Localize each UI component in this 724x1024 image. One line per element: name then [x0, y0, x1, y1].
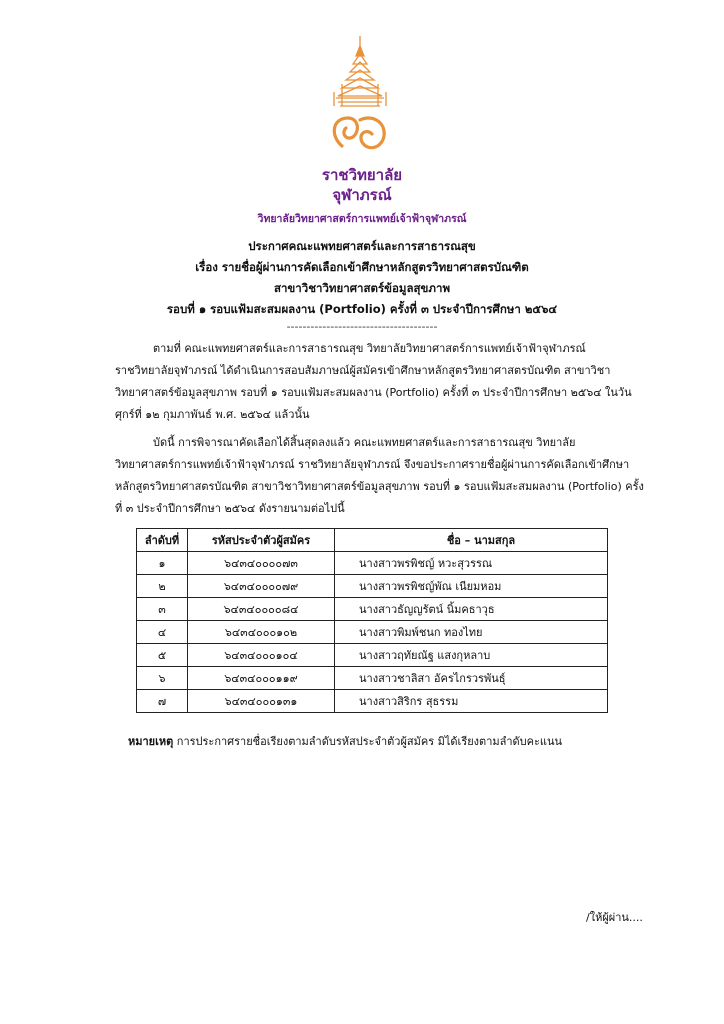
cell-full-name: นางสาวพรพิชญ์ หวะสุวรรณ [335, 552, 608, 575]
applicant-table [136, 528, 608, 713]
table-row [137, 575, 608, 598]
cell-order: ๔ [137, 621, 188, 644]
cell-applicant-id: ๖๔๓๔๐๐๐๑๓๑ [188, 690, 335, 713]
paragraph-line: หลักสูตรวิทยาศาสตรบัณฑิต สาขาวิชาวิทยาศาสตร์ข้อมูลสุขภาพ รอบที่ ๑ รอบแฟ้มสะสมผลงาน (Portfolio) ครั้ง [115, 480, 644, 493]
header-applicant-id: รหัสประจำตัวผู้สมัคร [188, 529, 335, 552]
announcement-round: รอบที่ ๑ รอบแฟ้มสะสมผลงาน (Portfolio) ครั้งที่ ๓ ประจำปีการศึกษา ๒๕๖๔ [166, 302, 558, 316]
paragraph-line: ราชวิทยาลัยจุฬาภรณ์ ได้ดำเนินการสอบสัมภาษณ์ผู้สมัครเข้าศึกษาหลักสูตรวิทยาศาสตรบัณฑิต สาขาวิชา [115, 364, 611, 377]
cell-full-name: นางสาวชาลิสา อัครไกรวรพันธุ์ [335, 667, 608, 690]
cell-applicant-id: ๖๔๓๔๐๐๐๑๑๙ [188, 667, 335, 690]
header-full-name: ชื่อ – นามสกุล [335, 529, 608, 552]
paragraph-announcement [115, 432, 644, 520]
paragraph-line: ที่ ๓ ประจำปีการศึกษา ๒๕๖๔ ดังรายนามต่อไปนี้ [115, 502, 345, 515]
cell-order: ๑ [137, 552, 188, 575]
announcement-subject: เรื่อง รายชื่อผู้ผ่านการคัดเลือกเข้าศึกษาหลักสูตรวิทยาศาสตรบัณฑิต [195, 260, 529, 274]
cell-applicant-id: ๖๔๓๔๐๐๐๐๘๔ [188, 598, 335, 621]
page-continuation: /ให้ผู้ผ่าน.... [586, 911, 643, 924]
paragraph-background [115, 338, 632, 426]
divider: -------------------------------------- [286, 320, 438, 333]
cell-order: ๕ [137, 644, 188, 667]
announcement-program: สาขาวิชาวิทยาศาสตร์ข้อมูลสุขภาพ [273, 281, 451, 295]
cell-order: ๖ [137, 667, 188, 690]
cell-full-name: นางสาวธัญญรัตน์ นิ้มคธาวุธ [335, 598, 608, 621]
remark [128, 732, 562, 750]
paragraph-line: วิทยาศาสตร์การแพทย์เจ้าฟ้าจุฬาภรณ์ ราชวิทยาลัยจุฬาภรณ์ จึงขอประกาศรายชื่อผู้ผ่านการคัดเลือกเข้าศึกษา [115, 458, 630, 471]
paragraph-line: ตามที่ คณะแพทยศาสตร์และการสาธารณสุข วิทยาลัยวิทยาศาสตร์การแพทย์เจ้าฟ้าจุฬาภรณ์ [153, 342, 586, 355]
cell-order: ๓ [137, 598, 188, 621]
cell-full-name: นางสาวสิริกร สุธรรม [335, 690, 608, 713]
cell-applicant-id: ๖๔๓๔๐๐๐๑๐๒ [188, 621, 335, 644]
cell-applicant-id: ๖๔๓๔๐๐๐๑๐๔ [188, 644, 335, 667]
college-name-line2: จุฬาภรณ์ [332, 186, 392, 204]
college-logo-icon [320, 34, 400, 162]
table-row [137, 644, 608, 667]
paragraph-line: บัดนี้ การพิจารณาคัดเลือกได้สิ้นสุดลงแล้ว คณะแพทยศาสตร์และการสาธารณสุข วิทยาลัย [153, 436, 576, 449]
cell-full-name: นางสาวฤทัยณัฐ แสงกุหลาบ [335, 644, 608, 667]
paragraph-line: วิทยาศาสตร์ข้อมูลสุขภาพ รอบที่ ๑ รอบแฟ้มสะสมผลงาน (Portfolio) ครั้งที่ ๓ ประจำปีการศึกษา ๒๕๖๔ ในวัน [115, 386, 632, 399]
cell-order: ๒ [137, 575, 188, 598]
table-row [137, 598, 608, 621]
remark-text: การประกาศรายชื่อเรียงตามลำดับรหัสประจำตัวผู้สมัคร มิได้เรียงตามลำดับคะแนน [176, 735, 563, 748]
table-row [137, 621, 608, 644]
cell-applicant-id: ๖๔๓๔๐๐๐๐๗๙ [188, 575, 335, 598]
cell-applicant-id: ๖๔๓๔๐๐๐๐๗๓ [188, 552, 335, 575]
college-subname: วิทยาลัยวิทยาศาสตร์การแพทย์เจ้าฟ้าจุฬาภรณ์ [257, 213, 467, 225]
header-order: ลำดับที่ [137, 529, 188, 552]
paragraph-line: ศุกร์ที่ ๑๒ กุมภาพันธ์ พ.ศ. ๒๕๖๔ แล้วนั้น [115, 408, 310, 421]
table-row [137, 667, 608, 690]
college-name-line1: ราชวิทยาลัย [321, 166, 403, 184]
table-row [137, 690, 608, 713]
cell-order: ๗ [137, 690, 188, 713]
cell-full-name: นางสาวพิมพ์ชนก ทองไทย [335, 621, 608, 644]
table-row [137, 552, 608, 575]
remark-label: หมายเหตุ [128, 735, 174, 748]
table-header-row [137, 529, 608, 552]
announcement-title: ประกาศคณะแพทยศาสตร์และการสาธารณสุข [248, 239, 476, 253]
cell-full-name: นางสาวพรพิชญ์พัณ เนียมหอม [335, 575, 608, 598]
